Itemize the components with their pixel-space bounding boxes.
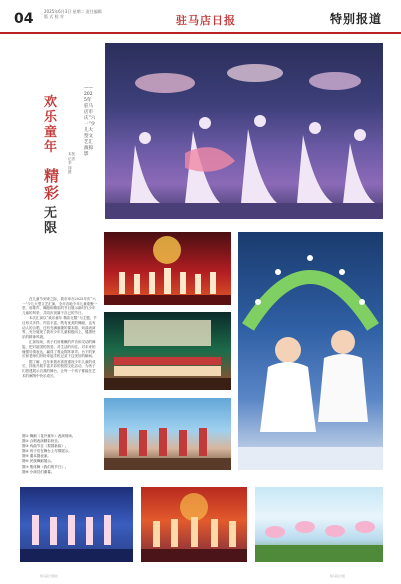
page-header <box>0 0 401 34</box>
page-number: 04 <box>14 11 34 27</box>
caption-item: 图③ 戏曲节目《梨园新韵》。 <box>22 444 69 449</box>
photo-stage-performance-red <box>104 232 231 305</box>
article-paragraph: 本次汇演以“欢乐童年 精彩无限”为主题，节目形式多样、内容丰富，既有优美的舞蹈，也有动人的合唱，还有充满童趣的课本剧、戏曲表演等，充分展现了我市少年儿童积极向上、健康快乐的精神风貌。 <box>22 316 97 339</box>
article-paragraph: 汇演现场，孩子们用稚嫩的声音和灵动的舞姿，把对祖国的热爱、对生活的向往、对未来的憧憬尽情表达，赢得了观众阵阵掌声。台下的家长和老师们纷纷举起手机记录下这美好的瞬间。 <box>22 340 96 359</box>
footer-left: 驻马店日报社 <box>40 574 59 578</box>
headline-subtitle: ——2025年驻马店市庆“六一”少儿大型文艺汇演掠影 <box>84 86 96 157</box>
section-title: 特别报道 <box>330 12 383 26</box>
caption-item: 图④ 孩子们在舞台上尽情展示。 <box>22 449 72 454</box>
photo-captions <box>22 434 98 475</box>
photo-children-flower-arch <box>238 232 383 470</box>
photo-group-dance-blue <box>20 487 133 562</box>
article-body <box>22 297 98 379</box>
footer-right: 驻马店日报 <box>330 574 346 578</box>
photo-lotus-dance <box>255 487 383 562</box>
photo-choir-performance <box>104 312 231 390</box>
headline-line-3: 无限 <box>44 206 58 236</box>
photo-festival-dance-red <box>141 487 247 562</box>
caption-item: 图⑧ 小演员们谢幕。 <box>22 469 55 474</box>
headline-line-1: 欢乐童年 <box>44 95 58 155</box>
caption-item: 图⑦ 集体舞《我们的节日》。 <box>22 464 69 469</box>
article-paragraph: 据了解，近年来我市高度重视少年儿童的成长，持续开展丰富多彩的校园文化活动，为孩子们搭建展示自我的舞台，让每一个孩子都能在艺术的熏陶中快乐成长。 <box>22 359 96 378</box>
photo-ethnic-dance <box>104 398 231 470</box>
headline-line-2: 精彩 <box>44 167 60 202</box>
masthead-logo: 驻马店日报 <box>176 14 236 27</box>
photo-dance-stage-main <box>105 43 383 219</box>
caption-item: 图⑤ 课本剧表演。 <box>22 454 51 459</box>
caption-item: 图⑥ 民族舞蹈展示。 <box>22 459 55 464</box>
article-paragraph: 在儿童节到来之际，我市举办2025年庆“六一”少儿大型文艺汇演，全市各地少年儿童欢聚一堂，用歌声、舞蹈和精彩的节目展示新时代少年儿童的风采，共同庆祝属于自己的节日。 <box>22 297 98 315</box>
header-rule <box>0 32 401 34</box>
reporter-byline: 本报记者 李 翔 摄 <box>68 152 75 174</box>
caption-item: 图② 合唱表演精彩纷呈。 <box>22 439 62 444</box>
page-footer <box>0 572 401 584</box>
issue-meta: 2025年6月3日 星期二 责任编辑 版 式 校 对 <box>44 9 102 19</box>
caption-item: 图① 舞蹈《花开童年》表演现场。 <box>22 434 76 438</box>
